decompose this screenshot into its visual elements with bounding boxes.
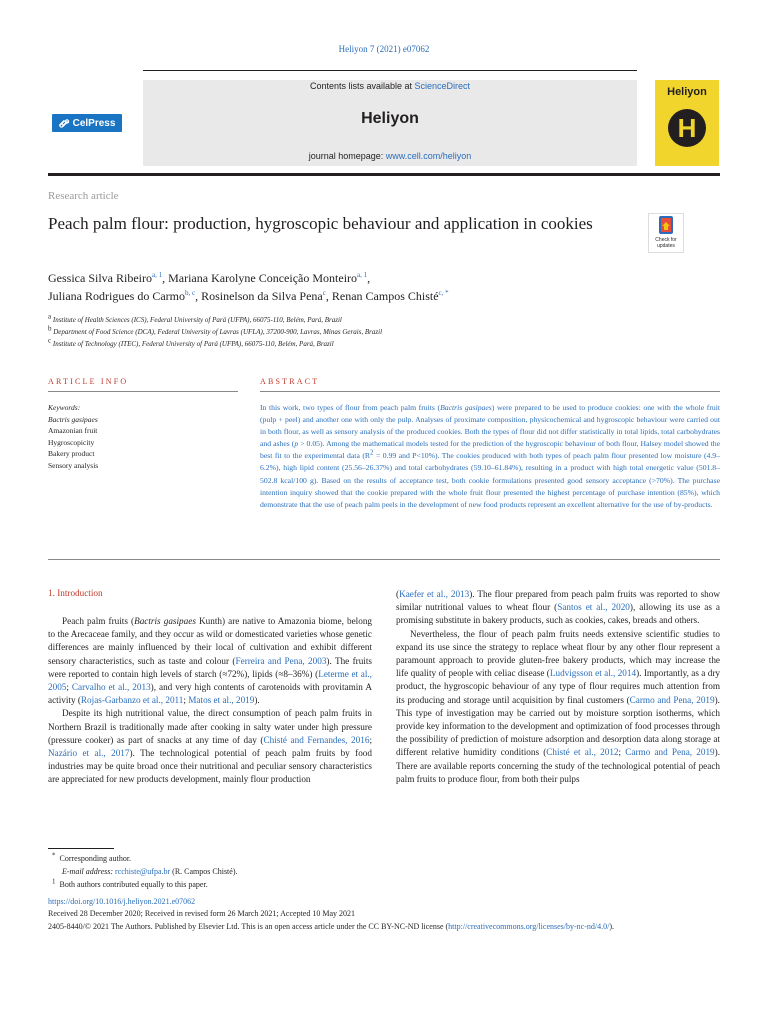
header-divider	[48, 173, 720, 176]
author-name[interactable]: Mariana Karolyne Conceição Monteiro	[168, 271, 358, 285]
cellpress-link-icon	[59, 119, 70, 128]
cover-letter: H	[677, 113, 697, 143]
license-suffix: ).	[609, 921, 614, 931]
citation-link[interactable]: Matos et al., 2019	[188, 695, 255, 706]
check-for-updates-badge[interactable]	[648, 213, 684, 253]
paragraph	[396, 628, 720, 786]
footnote-text: Corresponding author.	[59, 854, 132, 863]
author-name[interactable]: Rosinelson da Silva Pena	[201, 289, 323, 303]
text-segment: ). There are available reports concerning the study of the technological potential of peach palm fruits to produce flour, from both their pulps	[396, 747, 720, 784]
keyword: Bakery product	[48, 449, 95, 458]
text-segment: ). The technological potential of peach palm fruits by food industries may be quite broad once their nutritional and peculiar sensory characteristics are appreciated for new products development, mainly flour production	[48, 748, 372, 785]
author-sep: ,	[367, 271, 371, 285]
sciencedirect-link[interactable]: ScienceDirect	[414, 81, 471, 91]
homepage-prefix: journal homepage:	[308, 151, 386, 161]
author-affil-marker[interactable]: a, 1	[357, 271, 368, 279]
paragraph	[396, 588, 720, 628]
author-affil-marker[interactable]: c	[322, 289, 326, 297]
license-link[interactable]: http://creativecommons.org/licenses/by-nc-nd/4.0/	[448, 921, 610, 931]
abstract-species: Bactris gasipaes	[440, 403, 492, 412]
abstract-segment: > 0.05). Among the mathematical models tested for the prediction of the hygroscopic behaviour of both flour, Halsey model showed the best fit to the experimental data (R	[260, 439, 721, 461]
keyword: Bactris gasipaes	[48, 414, 98, 424]
text-segment: ). Importantly, as a dry product, the hygroscopic behaviour of any type of flour requires much attention from its producing and storage until acquisition by final customers (	[396, 668, 720, 705]
crossmark-label-1: Check for	[655, 237, 677, 243]
text-segment: ;	[66, 682, 72, 693]
text-segment: ), and very high contents of carotenoids with provitamin A activity (	[48, 682, 372, 706]
keyword: Amazonian fruit	[48, 426, 98, 435]
affiliation	[48, 326, 688, 338]
citation-link[interactable]: Chisté and Fernandes, 2016	[263, 734, 370, 745]
author-sep: ,	[195, 289, 202, 303]
footnote-mark: *	[52, 851, 56, 860]
affiliation	[48, 314, 688, 326]
contents-prefix: Contents lists available at	[309, 81, 415, 91]
abstract-text	[260, 402, 720, 511]
cover-emblem	[666, 106, 708, 158]
citation-link[interactable]: Rojas-Garbanzo et al., 2011	[80, 695, 184, 706]
article-info-divider	[48, 391, 238, 392]
keywords-label: Keywords:	[48, 403, 81, 412]
text-segment: ), allowing its use as a promising substitute in bakery products, such as cookies, cakes, breads and others.	[396, 602, 721, 626]
author-name[interactable]: Renan Campos Chisté	[331, 289, 439, 303]
author-affil-marker[interactable]: a, 1	[151, 271, 163, 279]
homepage-link[interactable]: www.cell.com/heliyon	[385, 151, 472, 161]
affiliation-key: b	[48, 324, 52, 333]
affiliation-key: c	[48, 336, 52, 345]
italic-text: Bactris gasipaes	[134, 616, 196, 626]
author-affil-marker[interactable]: c, *	[438, 289, 449, 297]
citation-link[interactable]: Chisté et al., 2012	[546, 747, 619, 758]
cellpress-logo[interactable]	[52, 114, 122, 132]
affiliation-text: Institute of Technology (ITEC), Federal University of Pará (UFPA), 66075-110, Belém, Pará, Brazil	[52, 340, 334, 348]
cellpress-wordmark: CelPress	[72, 117, 116, 129]
article-info-heading: ARTICLE INFO	[48, 377, 129, 386]
abstract-divider	[260, 391, 720, 392]
affiliation-key: a	[48, 312, 52, 321]
text-segment: Peach palm fruits (	[62, 616, 135, 626]
article-type: Research article	[48, 190, 119, 202]
citation-link[interactable]: Carvalho et al., 2013	[71, 682, 151, 693]
contents-available-line	[143, 80, 637, 92]
citation-link[interactable]: Carmo and Pena, 2019	[629, 694, 715, 705]
affiliation-text: Department of Food Science (DCA), Federal University of Lavras (UFLA), 37200-900, Lavras, Minas Gerais, Brazil	[53, 328, 383, 336]
crossmark-label-2: updates	[657, 243, 675, 249]
citation-link[interactable]: Nazário et al., 2017	[48, 748, 130, 759]
license-line	[48, 921, 720, 933]
author-name[interactable]: Gessica Silva Ribeiro	[48, 271, 152, 285]
keyword: Hygroscopicity	[48, 437, 95, 447]
author-list	[48, 269, 668, 305]
footnote-divider	[48, 848, 114, 849]
affiliation-list	[48, 314, 688, 350]
citation-link[interactable]: Ferreira and Pena, 2003	[235, 655, 327, 666]
text-segment: Nevertheless, the flour of peach palm fruits needs extensive scientific studies to expand its use since the strategy to replace wheat flour by any other flour represent a paramount approach to provide gluten-free bakery products, which may increase the life quality of people with celiac disease (	[396, 628, 720, 679]
author-name[interactable]: Juliana Rodrigues do Carmo	[48, 289, 185, 303]
abstract-pvalue: p	[294, 439, 299, 449]
citation-link[interactable]: Ludvigsson et al., 2014	[549, 668, 637, 679]
publication-dates: Received 28 December 2020; Received in revised form 26 March 2021; Accepted 10 May 2021	[48, 909, 356, 919]
text-segment: ). The flour prepared from peach palm fruits was reported to show similar nutritional values to wheat flour (	[396, 589, 721, 613]
text-segment: ;	[369, 734, 372, 745]
abstract-segment: In this work, two types of flour from peach palm fruits (	[260, 403, 441, 412]
citation-link[interactable]: Leterme et al., 2005	[48, 668, 372, 693]
text-segment: ;	[618, 747, 626, 758]
text-segment: (	[396, 589, 400, 599]
email-suffix: (R. Campos Chisté).	[170, 867, 238, 876]
publication-info	[48, 896, 720, 933]
journal-name: Heliyon	[361, 110, 419, 127]
doi-link[interactable]: https://doi.org/10.1016/j.heliyon.2021.e07062	[48, 897, 196, 906]
author-sep: ,	[162, 271, 169, 285]
citation-link[interactable]: Kaefer et al., 2013	[399, 589, 470, 599]
citation-link[interactable]: Carmo and Pena, 2019	[625, 747, 715, 758]
footnote-email	[48, 865, 238, 878]
footnotes	[48, 852, 238, 891]
text-segment: ). The fruits were reported to contain high levels of starch (≈72%), lipids (≈8–36%) (	[48, 655, 372, 679]
footnote-text: Both authors contributed equally to this paper.	[59, 880, 208, 889]
abstract-segment: = 0.99 and P<10%). The cookies produced with both types of peach palm flour presented low moisture (4.9–6.2%), high lipid content (25.56–26.37%) and total carbohydrates (59.10–61.84%), resulting in a product with high total energetic value (501.8–502.8 kcal/100 g). Based on the results of acceptance test, both cookie formulations presented good sensory acceptance (>70%). The purchase intention inquiry showed that the cookie prepared with the whole fruit flour presented the highest percentage of purchase intention (85%), which demonstrate that the use of peach palm peels in the development of new food products represent an excellent alternative for the use of by-products.	[260, 451, 720, 509]
paragraph	[48, 615, 372, 707]
affiliation-text: Institute of Health Sciences (ICS), Federal University of Pará (UFPA), 66075-110, Belém, Pará, Brazil	[52, 316, 342, 324]
body-column-right	[396, 588, 720, 786]
body-column-left	[48, 615, 372, 787]
text-segment: ;	[183, 695, 189, 706]
footnote-corresponding	[48, 852, 238, 865]
abstract-heading: ABSTRACT	[260, 377, 320, 386]
author-sep: ,	[325, 289, 332, 303]
top-divider	[143, 70, 637, 71]
license-prefix: 2405-8440/© 2021 The Authors. Published by Elsevier Ltd. This is an open access article under the CC BY-NC-ND license (	[48, 921, 449, 931]
journal-homepage-line	[143, 151, 637, 161]
footnote-equal	[48, 878, 238, 891]
text-segment: ). This type of investigation may be carried out by moisture sorption isotherms, which provide key information to the development and optimization of food processes through the possibility of prediction of moisture adsorption and desorption data along storage at different relative humidity conditions (	[396, 694, 720, 758]
paragraph	[48, 707, 372, 786]
abstract-r2-sup: 2	[370, 448, 374, 457]
text-segment: ).	[254, 695, 260, 706]
keyword: Sensory analysis	[48, 460, 99, 470]
affiliation	[48, 338, 688, 350]
email-label: E-mail address:	[62, 867, 116, 876]
email-link[interactable]: rcchiste@ufpa.br	[115, 867, 171, 876]
section-heading-introduction: 1. Introduction	[48, 588, 103, 598]
paper-title: Peach palm flour: production, hygroscopic behaviour and application in cookies	[48, 214, 593, 233]
abstract-segment: ) were prepared to be used to produce cookies: one with the whole fruit (pulp + peel) and another one with only the pulp. Analyses of proximate composition, physicochemical and hygroscopic behaviour were carried out in both flour, as well as sensory analysis of the produced cookies. Both the types of flour did not differ statistically in total lipids, total carbohydrates and ashes (	[260, 403, 720, 449]
abstract-end-divider	[48, 559, 720, 560]
journal-reference[interactable]: Heliyon 7 (2021) e07062	[338, 44, 430, 54]
author-affil-marker[interactable]: b, c	[184, 289, 196, 297]
text-segment: Despite its high nutritional value, the direct consumption of peach palm fruits in Northern Brazil is traditionally made after cooking in salty water under high pressure (pressure cooker) as part of snacks at any time of day (	[48, 708, 372, 745]
citation-link[interactable]: Santos et al., 2020	[557, 602, 630, 613]
cover-title: Heliyon	[667, 86, 707, 98]
footnote-mark: 1	[52, 877, 56, 886]
text-segment: Kunth) are native to Amazonia biome, belong to the Arecaceae family, and they occur as wild or domesticated varieties whose genetic differences are mainly influenced by their local of cultivation and exhibit different sensory characteristics, such as taste and colour (	[48, 616, 373, 666]
keywords-block	[48, 402, 98, 471]
